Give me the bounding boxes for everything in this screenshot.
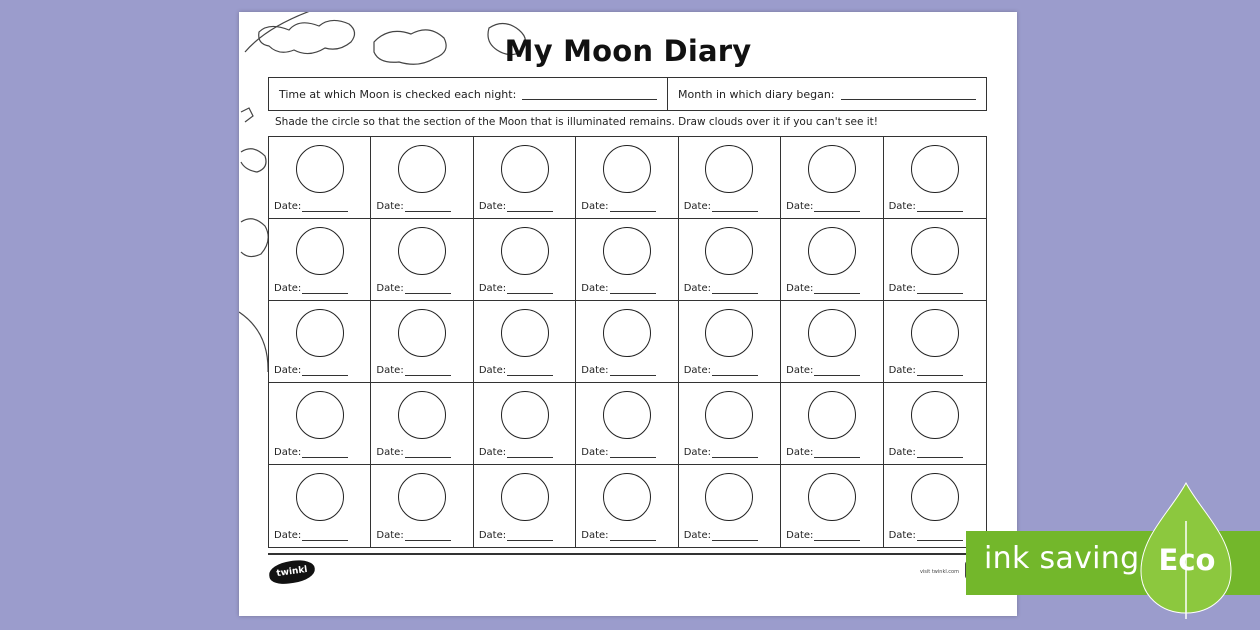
moon-circle[interactable] bbox=[603, 391, 651, 439]
date-blank[interactable] bbox=[405, 285, 451, 294]
eco-label: Eco bbox=[1158, 543, 1216, 577]
date-blank[interactable] bbox=[507, 203, 553, 212]
twinkl-logo: twinkl bbox=[268, 558, 317, 586]
date-label: Date: bbox=[581, 365, 609, 376]
date-blank[interactable] bbox=[712, 449, 758, 458]
date-label: Date: bbox=[478, 447, 507, 458]
date-blank[interactable] bbox=[302, 285, 348, 294]
moon-circle[interactable] bbox=[808, 391, 856, 439]
month-began-label: Month in which diary began: bbox=[678, 87, 835, 101]
date-blank[interactable] bbox=[917, 449, 963, 458]
date-field bbox=[479, 530, 553, 541]
date-blank[interactable] bbox=[405, 367, 451, 376]
date-label: Date: bbox=[581, 283, 609, 294]
moon-circle[interactable] bbox=[705, 227, 753, 275]
ink-saving-label: ink saving bbox=[984, 541, 1140, 576]
date-field bbox=[684, 530, 758, 541]
moon-cell bbox=[679, 137, 781, 219]
moon-circle[interactable] bbox=[808, 145, 856, 193]
time-checked-blank[interactable] bbox=[522, 89, 657, 100]
date-field bbox=[274, 530, 348, 541]
moon-circle[interactable] bbox=[911, 145, 959, 193]
moon-cell bbox=[884, 301, 986, 383]
month-began-blank[interactable] bbox=[841, 89, 976, 100]
date-field bbox=[376, 201, 450, 212]
date-blank[interactable] bbox=[610, 367, 656, 376]
date-field bbox=[786, 447, 860, 458]
page-title: My Moon Diary bbox=[504, 34, 752, 68]
date-field bbox=[581, 201, 655, 212]
date-field bbox=[376, 447, 450, 458]
date-label: Date: bbox=[888, 530, 916, 541]
moon-circle[interactable] bbox=[603, 145, 651, 193]
moon-cell bbox=[884, 383, 986, 465]
date-label: Date: bbox=[478, 530, 507, 541]
date-blank[interactable] bbox=[302, 449, 348, 458]
date-field bbox=[786, 530, 860, 541]
date-field bbox=[376, 283, 450, 294]
date-label: Date: bbox=[683, 447, 711, 458]
date-label: Date: bbox=[683, 201, 711, 212]
date-blank[interactable] bbox=[610, 285, 656, 294]
moon-cell bbox=[371, 465, 473, 547]
date-blank[interactable] bbox=[712, 532, 758, 541]
footer-url: visit twinkl.com bbox=[919, 569, 959, 575]
moon-circle[interactable] bbox=[808, 473, 856, 521]
date-blank[interactable] bbox=[814, 449, 860, 458]
date-blank[interactable] bbox=[814, 367, 860, 376]
moon-circle[interactable] bbox=[398, 227, 446, 275]
moon-circle[interactable] bbox=[296, 309, 344, 357]
date-label: Date: bbox=[786, 283, 814, 294]
moon-cell bbox=[576, 465, 678, 547]
date-field bbox=[274, 365, 348, 376]
date-blank[interactable] bbox=[814, 285, 860, 294]
moon-cell bbox=[371, 137, 473, 219]
date-field bbox=[479, 365, 553, 376]
date-blank[interactable] bbox=[610, 203, 656, 212]
date-field bbox=[889, 201, 963, 212]
date-field bbox=[376, 365, 450, 376]
date-field bbox=[889, 530, 963, 541]
moon-cell bbox=[269, 383, 371, 465]
moon-circle[interactable] bbox=[501, 309, 549, 357]
date-blank[interactable] bbox=[302, 367, 348, 376]
moon-cell bbox=[781, 383, 883, 465]
moon-circle[interactable] bbox=[501, 227, 549, 275]
date-label: Date: bbox=[581, 447, 609, 458]
moon-cell bbox=[781, 137, 883, 219]
date-blank[interactable] bbox=[405, 203, 451, 212]
date-blank[interactable] bbox=[814, 532, 860, 541]
moon-circle[interactable] bbox=[705, 309, 753, 357]
moon-circle[interactable] bbox=[501, 145, 549, 193]
moon-circle[interactable] bbox=[808, 309, 856, 357]
date-blank[interactable] bbox=[302, 203, 348, 212]
moon-circle[interactable] bbox=[603, 473, 651, 521]
moon-circle[interactable] bbox=[501, 391, 549, 439]
moon-circle[interactable] bbox=[911, 309, 959, 357]
date-field bbox=[684, 201, 758, 212]
moon-cell bbox=[679, 465, 781, 547]
date-blank[interactable] bbox=[610, 532, 656, 541]
date-blank[interactable] bbox=[917, 367, 963, 376]
moon-circle[interactable] bbox=[398, 391, 446, 439]
moon-cell bbox=[781, 219, 883, 301]
date-field bbox=[889, 365, 963, 376]
moon-cell bbox=[884, 219, 986, 301]
date-label: Date: bbox=[581, 530, 609, 541]
moon-cell bbox=[781, 465, 883, 547]
date-field bbox=[684, 365, 758, 376]
info-box bbox=[268, 77, 987, 111]
date-label: Date: bbox=[581, 201, 609, 212]
moon-cell bbox=[679, 219, 781, 301]
date-label: Date: bbox=[478, 283, 507, 294]
date-label: Date: bbox=[376, 283, 404, 294]
date-blank[interactable] bbox=[507, 285, 553, 294]
moon-circle[interactable] bbox=[296, 391, 344, 439]
moon-cell bbox=[269, 137, 371, 219]
moon-cell bbox=[474, 219, 576, 301]
moon-circle[interactable] bbox=[398, 145, 446, 193]
date-blank[interactable] bbox=[712, 203, 758, 212]
date-blank[interactable] bbox=[405, 449, 451, 458]
moon-circle[interactable] bbox=[296, 227, 344, 275]
date-label: Date: bbox=[888, 201, 916, 212]
moon-circle[interactable] bbox=[296, 473, 344, 521]
date-label: Date: bbox=[786, 530, 814, 541]
date-label: Date: bbox=[376, 365, 404, 376]
date-label: Date: bbox=[683, 283, 711, 294]
moon-cell bbox=[679, 301, 781, 383]
moon-cell bbox=[474, 383, 576, 465]
moon-cell bbox=[474, 301, 576, 383]
date-label: Date: bbox=[478, 365, 507, 376]
moon-circle[interactable] bbox=[398, 309, 446, 357]
date-field bbox=[479, 201, 553, 212]
date-label: Date: bbox=[683, 530, 711, 541]
moon-grid bbox=[268, 136, 987, 548]
moon-circle[interactable] bbox=[501, 473, 549, 521]
date-label: Date: bbox=[786, 447, 814, 458]
date-blank[interactable] bbox=[507, 532, 553, 541]
moon-cell bbox=[884, 137, 986, 219]
moon-cell bbox=[269, 301, 371, 383]
date-label: Date: bbox=[786, 365, 814, 376]
footer-divider bbox=[268, 553, 987, 555]
date-field bbox=[479, 283, 553, 294]
date-label: Date: bbox=[274, 447, 302, 458]
date-blank[interactable] bbox=[917, 203, 963, 212]
date-blank[interactable] bbox=[917, 532, 963, 541]
moon-circle[interactable] bbox=[705, 391, 753, 439]
date-field bbox=[889, 283, 963, 294]
moon-cell bbox=[679, 383, 781, 465]
date-label: Date: bbox=[376, 530, 404, 541]
moon-cell bbox=[576, 383, 678, 465]
moon-circle[interactable] bbox=[911, 391, 959, 439]
moon-cell bbox=[269, 465, 371, 547]
worksheet-page bbox=[239, 12, 1017, 616]
date-label: Date: bbox=[888, 447, 916, 458]
date-blank[interactable] bbox=[712, 367, 758, 376]
date-field bbox=[684, 447, 758, 458]
time-checked-label: Time at which Moon is checked each night: bbox=[279, 87, 517, 101]
date-label: Date: bbox=[274, 201, 302, 212]
date-field bbox=[376, 530, 450, 541]
date-blank[interactable] bbox=[917, 285, 963, 294]
date-field bbox=[786, 283, 860, 294]
date-field bbox=[581, 530, 655, 541]
moon-cell bbox=[781, 301, 883, 383]
moon-cell bbox=[576, 137, 678, 219]
time-checked-field bbox=[269, 78, 668, 110]
date-label: Date: bbox=[478, 201, 507, 212]
date-blank[interactable] bbox=[302, 532, 348, 541]
date-blank[interactable] bbox=[712, 285, 758, 294]
moon-circle[interactable] bbox=[911, 227, 959, 275]
moon-cell bbox=[371, 383, 473, 465]
date-label: Date: bbox=[888, 365, 916, 376]
date-field bbox=[889, 447, 963, 458]
date-blank[interactable] bbox=[814, 203, 860, 212]
moon-cell bbox=[576, 301, 678, 383]
instructions-text: Shade the circle so that the section of the Moon that is illuminated remains. Draw clouds over it if you can't see it! bbox=[275, 116, 879, 128]
moon-cell bbox=[371, 219, 473, 301]
moon-circle[interactable] bbox=[911, 473, 959, 521]
date-label: Date: bbox=[376, 447, 404, 458]
month-began-field bbox=[668, 78, 986, 110]
date-field bbox=[581, 447, 655, 458]
date-field bbox=[274, 283, 348, 294]
moon-circle[interactable] bbox=[296, 145, 344, 193]
date-label: Date: bbox=[376, 201, 404, 212]
date-label: Date: bbox=[888, 283, 916, 294]
moon-circle[interactable] bbox=[603, 309, 651, 357]
date-field bbox=[684, 283, 758, 294]
date-label: Date: bbox=[274, 365, 302, 376]
date-field bbox=[786, 201, 860, 212]
date-field bbox=[581, 365, 655, 376]
date-label: Date: bbox=[786, 201, 814, 212]
moon-cell bbox=[474, 465, 576, 547]
date-field bbox=[274, 447, 348, 458]
moon-circle[interactable] bbox=[705, 145, 753, 193]
date-field bbox=[786, 365, 860, 376]
moon-circle[interactable] bbox=[603, 227, 651, 275]
moon-circle[interactable] bbox=[398, 473, 446, 521]
date-label: Date: bbox=[274, 530, 302, 541]
moon-circle[interactable] bbox=[808, 227, 856, 275]
moon-cell bbox=[371, 301, 473, 383]
moon-cell bbox=[269, 219, 371, 301]
date-blank[interactable] bbox=[507, 449, 553, 458]
date-label: Date: bbox=[274, 283, 302, 294]
date-label: Date: bbox=[683, 365, 711, 376]
date-field bbox=[581, 283, 655, 294]
date-blank[interactable] bbox=[610, 449, 656, 458]
moon-cell bbox=[576, 219, 678, 301]
moon-circle[interactable] bbox=[705, 473, 753, 521]
date-blank[interactable] bbox=[405, 532, 451, 541]
moon-cell bbox=[474, 137, 576, 219]
date-field bbox=[479, 447, 553, 458]
date-blank[interactable] bbox=[507, 367, 553, 376]
date-field bbox=[274, 201, 348, 212]
